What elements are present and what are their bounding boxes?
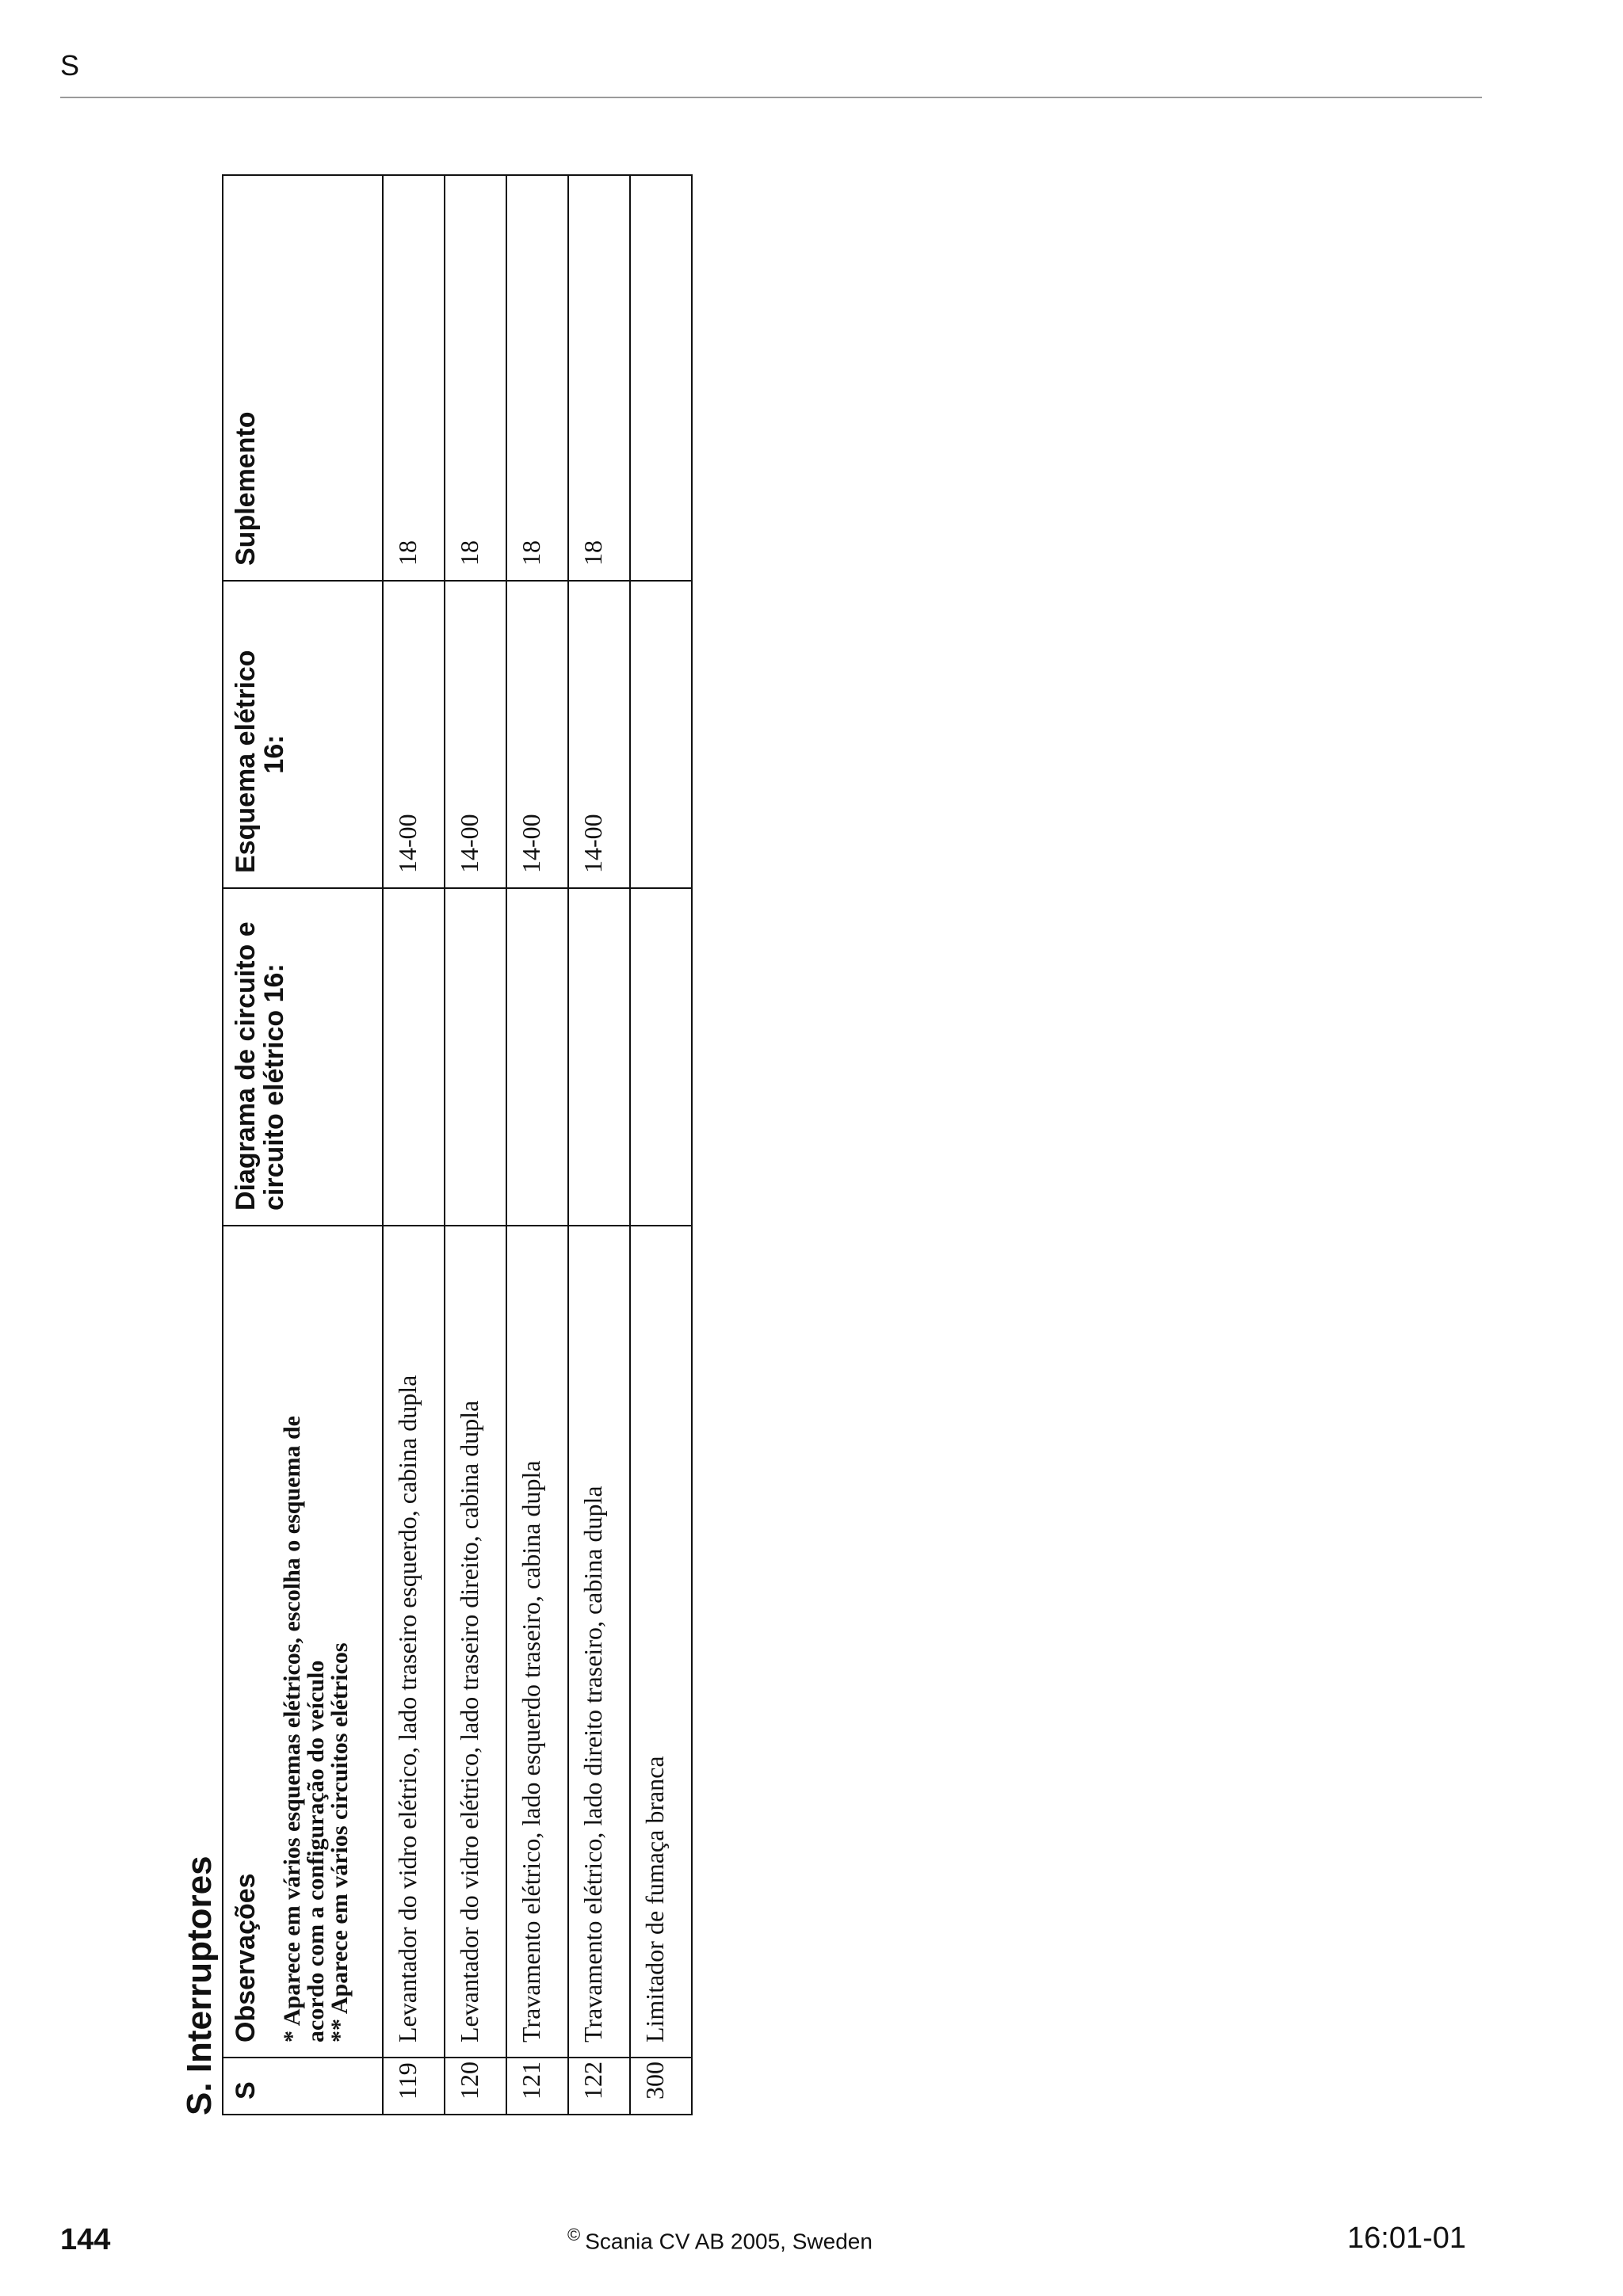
document-code: 16:01-01 bbox=[1347, 2222, 1467, 2255]
section-title: S. Interruptores bbox=[180, 1855, 219, 2115]
cell-diagrama bbox=[506, 888, 568, 1226]
cell-diagrama bbox=[445, 888, 506, 1226]
cell-esquema: 14-00 bbox=[506, 581, 568, 888]
table-row bbox=[445, 175, 506, 2115]
cell-observacoes: Travamento elétrico, lado direito traseiro, cabina dupla bbox=[568, 1226, 630, 2058]
cell-s: 119 bbox=[383, 2058, 445, 2115]
rotated-content bbox=[178, 143, 685, 2115]
section-letter: S bbox=[60, 49, 80, 82]
cell-esquema bbox=[630, 581, 692, 888]
esquema-label-line2: 16: bbox=[259, 734, 289, 774]
note-line: ** Aparece em vários circuitos elétricos bbox=[327, 1642, 353, 2042]
copyright-symbol: © bbox=[567, 2225, 581, 2245]
cell-s: 120 bbox=[445, 2058, 506, 2115]
cell-esquema: 14-00 bbox=[568, 581, 630, 888]
copyright-text: Scania CV AB 2005, Sweden bbox=[585, 2229, 873, 2254]
cell-suplemento: 18 bbox=[383, 175, 445, 581]
cell-suplemento: 18 bbox=[568, 175, 630, 581]
cell-s: 300 bbox=[630, 2058, 692, 2115]
cell-esquema: 14-00 bbox=[383, 581, 445, 888]
header-suplemento: Suplemento bbox=[223, 175, 383, 581]
header-observacoes bbox=[223, 1226, 383, 2058]
table-row bbox=[506, 175, 568, 2115]
cell-esquema: 14-00 bbox=[445, 581, 506, 888]
header-s: S bbox=[223, 2058, 383, 2115]
cell-s: 121 bbox=[506, 2058, 568, 2115]
table-row bbox=[568, 175, 630, 2115]
cell-diagrama bbox=[383, 888, 445, 1226]
copyright bbox=[567, 2225, 873, 2254]
page-number: 144 bbox=[60, 2223, 111, 2256]
cell-observacoes: Levantador do vidro elétrico, lado traseiro esquerdo, cabina dupla bbox=[383, 1226, 445, 2058]
cell-observacoes: Limitador de fumaça branca bbox=[630, 1226, 692, 2058]
cell-suplemento: 18 bbox=[445, 175, 506, 581]
header-divider bbox=[60, 97, 1482, 98]
cell-suplemento bbox=[630, 175, 692, 581]
table-header-row bbox=[223, 175, 383, 2115]
observacoes-notes bbox=[281, 1241, 352, 2042]
table-row bbox=[383, 175, 445, 2115]
cell-observacoes: Levantador do vidro elétrico, lado traseiro direito, cabina dupla bbox=[445, 1226, 506, 2058]
cell-suplemento: 18 bbox=[506, 175, 568, 581]
esquema-label-line1: Esquema elétrico bbox=[231, 650, 261, 873]
switches-table bbox=[222, 174, 693, 2115]
cell-s: 122 bbox=[568, 2058, 630, 2115]
observacoes-label: Observações bbox=[231, 1873, 261, 2042]
cell-diagrama bbox=[568, 888, 630, 1226]
table-row bbox=[630, 175, 692, 2115]
cell-observacoes: Travamento elétrico, lado esquerdo traseiro, cabina dupla bbox=[506, 1226, 568, 2058]
note-line: * Aparece em vários esquemas elétricos, escolha o esquema de bbox=[279, 1416, 305, 2042]
header-esquema bbox=[223, 581, 383, 888]
header-diagrama: Diagrama de circuito e circuito elétrico 16: bbox=[223, 888, 383, 1226]
note-line: acordo com a configuração do veículo bbox=[303, 1660, 329, 2042]
cell-diagrama bbox=[630, 888, 692, 1226]
